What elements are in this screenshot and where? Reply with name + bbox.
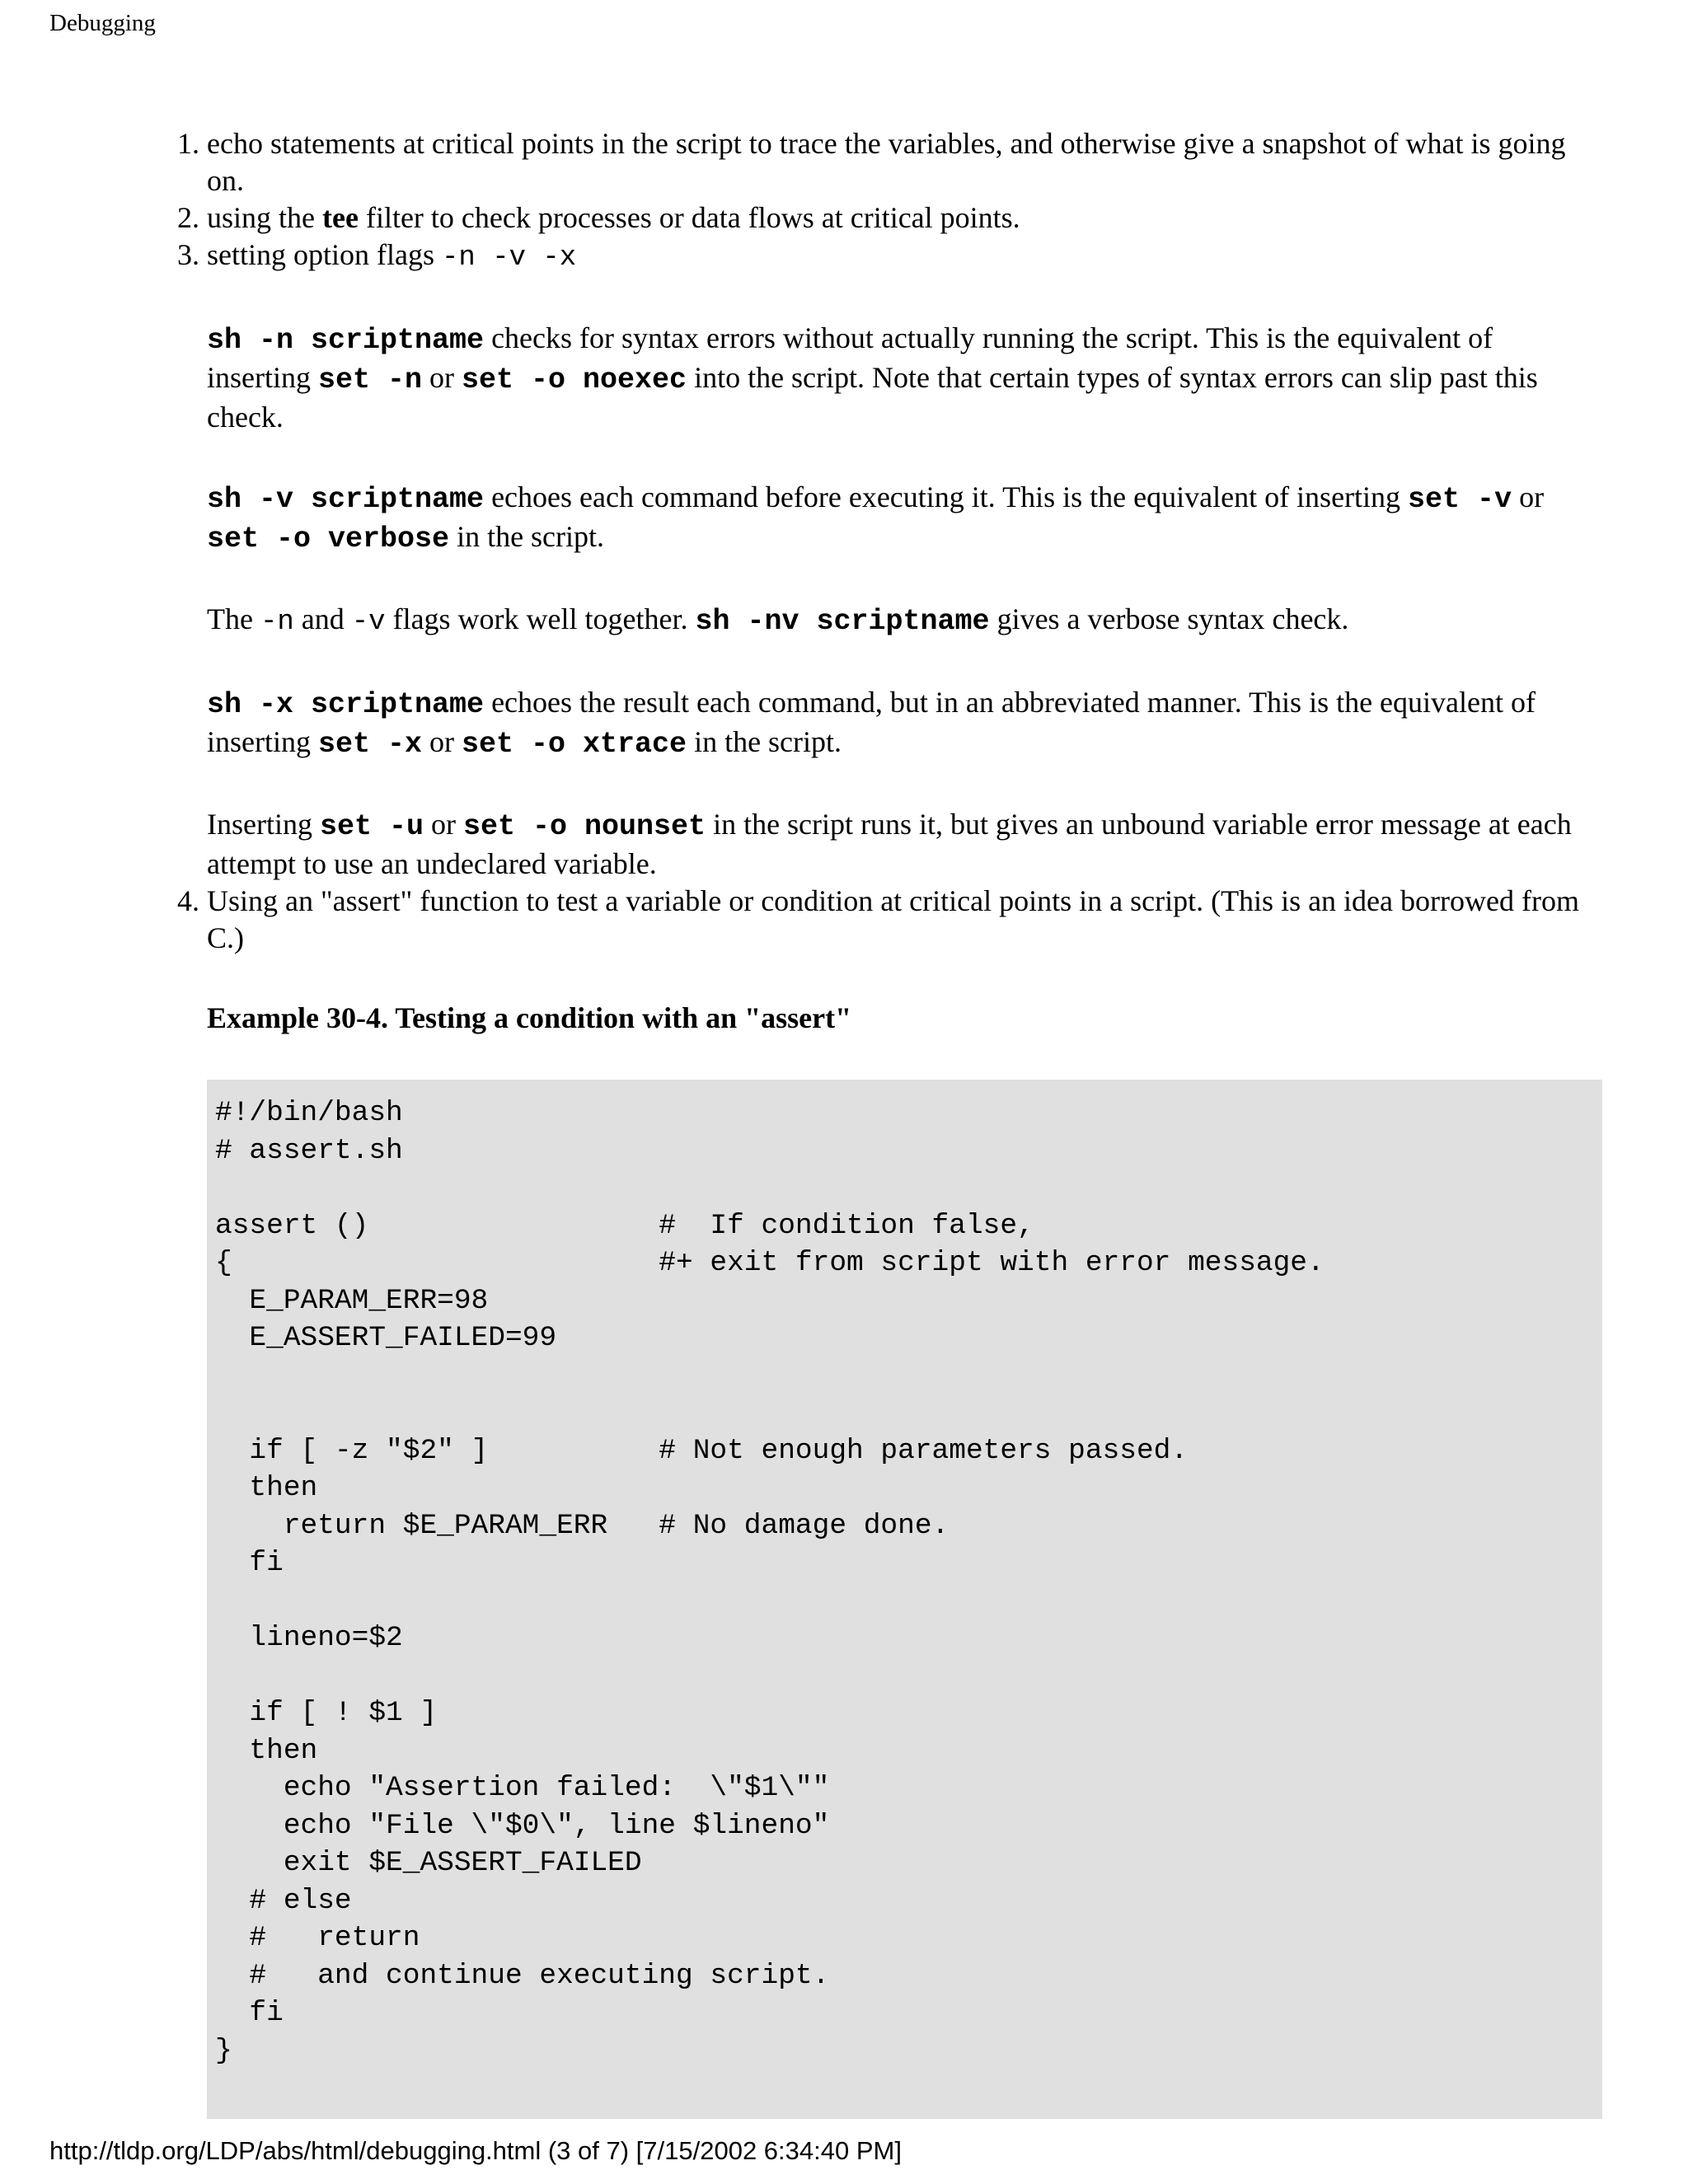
tee-keyword: tee bbox=[322, 201, 359, 234]
list-item-echo bbox=[207, 125, 1600, 199]
paragraph-text: checks for syntax errors without actually running the script. This is the equivalent of inserting bbox=[207, 321, 1493, 394]
list-item-text: using the bbox=[207, 201, 322, 234]
command-set-n: set -n bbox=[317, 363, 423, 396]
paragraph-text: into the script. Note that certain types of syntax errors can slip past this check. bbox=[207, 361, 1538, 434]
paragraph-text: Inserting bbox=[207, 808, 320, 841]
paragraph-text: or bbox=[1512, 480, 1545, 513]
paragraph-text: in the script runs it, but gives an unbound variable error message at each attempt to use an undeclared variable. bbox=[207, 808, 1572, 880]
command-set-x: set -x bbox=[317, 728, 423, 761]
paragraph-text: or bbox=[422, 725, 462, 758]
paragraph-text: in the script. bbox=[449, 520, 605, 553]
paragraph-text: flags work well together. bbox=[385, 602, 696, 635]
page-footer-url: http://tldp.org/LDP/abs/html/debugging.html (3 of 7) [7/15/2002 6:34:40 PM] bbox=[49, 2136, 902, 2165]
command-set-o-xtrace: set -o xtrace bbox=[462, 728, 687, 761]
list-item-assert bbox=[207, 883, 1600, 2119]
paragraph-sh-v bbox=[207, 479, 1600, 558]
paragraph-set-u bbox=[207, 806, 1600, 883]
paragraph-sh-x bbox=[207, 684, 1600, 763]
command-set-v: set -v bbox=[1408, 483, 1512, 516]
command-set-o-verbose: set -o verbose bbox=[207, 523, 450, 555]
command-sh-n: sh -n scriptname bbox=[207, 324, 485, 357]
example-title: Example 30-4. Testing a condition with an "assert" bbox=[207, 1001, 852, 1034]
list-item-tee bbox=[207, 199, 1600, 237]
code-block-assert-sh: #!/bin/bash # assert.sh assert () # If condition false, { #+ exit from script with error message. E_PARAM_ERR=98 E_ASSERT_FAILED=99 if [ -z "$2" ] # Not enough parameters passed. then return $E_PARAM_ERR # No damage done. fi lineno=$2 if [ ! $1 ] then echo "Assertion failed: \"$1\"" echo "File \"$0\", line $lineno" exit $E_ASSERT_FAILED # else # return # and continue executing script. fi } bbox=[207, 1080, 1602, 2119]
command-sh-x: sh -x scriptname bbox=[207, 688, 485, 721]
page-header-title: Debugging bbox=[49, 10, 156, 36]
paragraph-sh-nv bbox=[207, 601, 1600, 641]
command-set-o-nounset: set -o nounset bbox=[463, 810, 706, 843]
command-sh-v: sh -v scriptname bbox=[207, 483, 485, 516]
list-item-option-flags bbox=[207, 237, 1600, 883]
debugging-techniques-list bbox=[0, 125, 1600, 2119]
paragraph-text: gives a verbose syntax check. bbox=[989, 602, 1349, 635]
list-item-text: echo statements at critical points in the script to trace the variables, and otherwise give a snapshot of what is going on. bbox=[207, 127, 1566, 197]
paragraph-text: or bbox=[422, 361, 462, 394]
page-content bbox=[0, 125, 1688, 2119]
flag-n: -n bbox=[260, 607, 294, 638]
paragraph-sh-n bbox=[207, 320, 1600, 436]
paragraph-text: echoes each command before executing it. This is the equivalent of inserting bbox=[484, 480, 1409, 513]
command-sh-nv: sh -nv scriptname bbox=[695, 605, 990, 638]
command-set-o-noexec: set -o noexec bbox=[462, 363, 687, 396]
list-item-text: setting option flags bbox=[207, 238, 442, 271]
paragraph-text: and bbox=[293, 602, 352, 635]
list-item-text: filter to check processes or data flows at critical points. bbox=[358, 201, 1020, 234]
paragraph-text: echoes the result each command, but in an abbreviated manner. This is the equivalent of inserting bbox=[207, 686, 1536, 758]
flag-v: -v bbox=[351, 607, 386, 638]
paragraph-text: or bbox=[424, 808, 463, 841]
option-flags: -n -v -x bbox=[441, 242, 577, 274]
list-item-text: Using an "assert" function to test a variable or condition at critical points in a script. (This is an idea borrowed from C.) bbox=[207, 884, 1579, 954]
paragraph-text: in the script. bbox=[687, 725, 842, 758]
command-set-u: set -u bbox=[319, 810, 424, 843]
paragraph-text: The bbox=[207, 602, 260, 635]
